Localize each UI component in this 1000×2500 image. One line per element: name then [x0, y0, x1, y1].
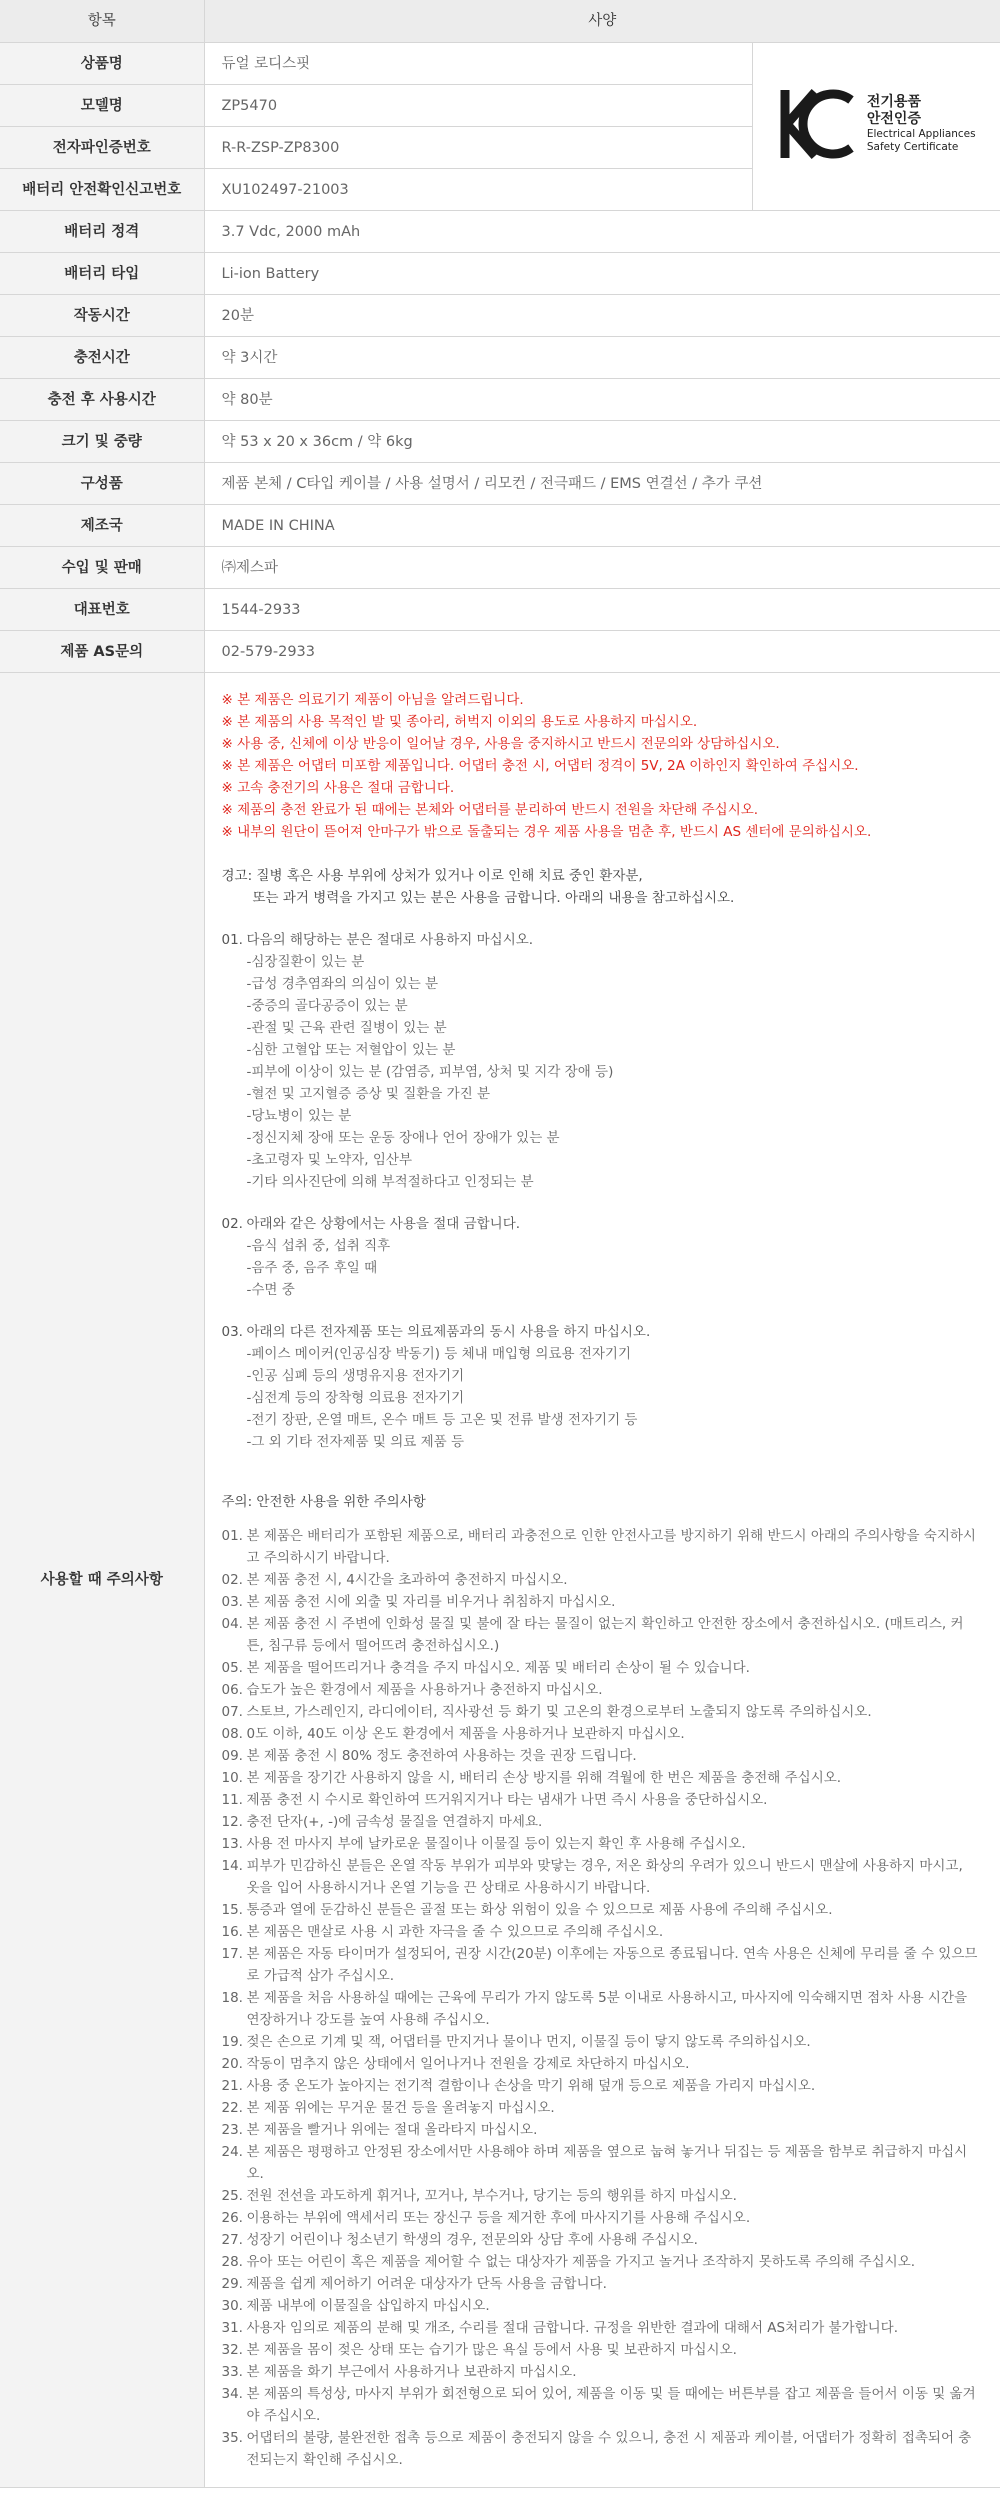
- item-text: 본 제품을 처음 사용하실 때에는 근육에 무리가 가지 않도록 5분 이내로 사용하시고, 마사지에 익숙해지면 점차 사용 시간을 연장하거나 강도를 높여 사용해 주십시오.: [246, 1990, 968, 2028]
- item-text: 본 제품을 화기 부근에서 사용하거나 보관하지 마십시오.: [246, 2364, 577, 2380]
- item-text: 본 제품을 장기간 사용하지 않을 시, 배터리 손상 방지를 위해 격월에 한 번은 제품을 충전해 주십시오.: [246, 1770, 842, 1786]
- item-text: 통증과 열에 둔감하신 분들은 골절 또는 화상 위험이 있을 수 있으므로 제품 사용에 주의해 주십시오.: [246, 1902, 833, 1918]
- row-label: 충전시간: [0, 337, 204, 379]
- row-label: 전자파인증번호: [0, 127, 204, 169]
- row-value: 제품 본체 / C타입 케이블 / 사용 설명서 / 리모컨 / 전극패드 / EMS 연결선 / 추가 쿠션: [204, 463, 1000, 505]
- table-row: [0, 631, 1000, 673]
- item-number: 05.: [221, 1660, 243, 1676]
- warning-line: 또는 과거 병력을 가지고 있는 분은 사용을 금합니다. 아래의 내용을 참고하십시오.: [252, 890, 735, 906]
- item-text: 본 제품은 평평하고 안정된 장소에서만 사용해야 하며 제품을 옆으로 눕혀 놓거나 뒤집는 등 제품을 함부로 취급하지 마십시오.: [246, 2144, 968, 2182]
- usage-notes-row: [0, 673, 1000, 2488]
- item-number: 31.: [221, 2320, 243, 2336]
- item-text: 본 제품을 몸이 젖은 상태 또는 습기가 많은 욕실 등에서 사용 및 보관하지 마십시오.: [246, 2342, 737, 2358]
- list-item: [222, 2075, 1000, 2097]
- list-item: [222, 2295, 1000, 2317]
- item-number: 15.: [221, 1902, 243, 1918]
- list-item: [222, 2251, 1000, 2273]
- item-text: 제품을 쉽게 제어하기 어려운 대상자가 단독 사용을 금합니다.: [246, 2276, 607, 2292]
- list-item: -심장질환이 있는 분: [246, 954, 365, 970]
- item-text: 본 제품 충전 시 80% 정도 충전하여 사용하는 것을 권장 드립니다.: [246, 1748, 637, 1764]
- item-text: 작동이 멈추지 않은 상태에서 일어나거나 전원을 강제로 차단하지 마십시오.: [246, 2056, 690, 2072]
- item-text: 사용 중 온도가 높아지는 전기적 결함이나 손상을 막기 위해 덮개 등으로 제품을 가리지 마십시오.: [246, 2078, 816, 2094]
- row-label: 구성품: [0, 463, 204, 505]
- row-value: ZP5470: [204, 85, 752, 127]
- list-item: -초고령자 및 노약자, 임산부: [246, 1152, 412, 1168]
- item-text: 본 제품은 배터리가 포함된 제품으로, 배터리 과충전으로 인한 안전사고를 방지하기 위해 반드시 아래의 주의사항을 숙지하시고 주의하시기 바랍니다.: [246, 1528, 976, 1566]
- item-number: 16.: [221, 1924, 243, 1940]
- list-item: [222, 1943, 1000, 1987]
- row-label: 배터리 타입: [0, 253, 204, 295]
- list-item: [222, 2053, 1000, 2075]
- item-text: 성장기 어린이나 청소년기 학생의 경우, 전문의와 상담 후에 사용해 주십시오.: [246, 2232, 698, 2248]
- item-number: 17.: [221, 1946, 243, 1962]
- row-label: 배터리 안전확인신고번호: [0, 169, 204, 211]
- item-number: 12.: [221, 1814, 243, 1830]
- table-row: [0, 547, 1000, 589]
- item-number: 35.: [221, 2430, 243, 2446]
- table-row: [0, 379, 1000, 421]
- list-item: -관절 및 근육 관련 질병이 있는 분: [246, 1020, 447, 1036]
- item-text: 젖은 손으로 기계 및 잭, 어댑터를 만지거나 물이나 먼지, 이물질 등이 닿지 않도록 주의하십시오.: [246, 2034, 811, 2050]
- table-row: [0, 295, 1000, 337]
- list-item: [222, 1701, 1000, 1723]
- list-item: [222, 1591, 1000, 1613]
- item-number: 08.: [221, 1726, 243, 1742]
- section-number: 03.: [221, 1324, 243, 1340]
- list-item: [222, 1767, 1000, 1789]
- item-number: 19.: [221, 2034, 243, 2050]
- item-number: 24.: [221, 2144, 243, 2160]
- list-item: -기타 의사진단에 의해 부적절하다고 인정되는 분: [246, 1174, 534, 1190]
- item-number: 26.: [221, 2210, 243, 2226]
- list-item: [222, 2339, 1000, 2361]
- item-text: 유아 또는 어린이 혹은 제품을 제어할 수 없는 대상자가 제품을 가지고 놀거나 조작하지 못하도록 주의해 주십시오.: [246, 2254, 916, 2270]
- kc-certification-mark: [752, 43, 1000, 211]
- table-row: [0, 253, 1000, 295]
- row-value: MADE IN CHINA: [204, 505, 1000, 547]
- caution-item: ※ 사용 중, 신체에 이상 반응이 일어날 경우, 사용을 중지하시고 반드시 전문의와 상담하십시오.: [221, 736, 780, 752]
- list-item: -그 외 기타 전자제품 및 의료 제품 등: [246, 1434, 464, 1450]
- item-number: 28.: [221, 2254, 243, 2270]
- list-item: [222, 1723, 1000, 1745]
- safety-title: 주의: 안전한 사용을 위한 주의사항: [221, 1494, 426, 1510]
- item-text: 제품 내부에 이물질을 삽입하지 마십시오.: [246, 2298, 490, 2314]
- list-item: -심한 고혈압 또는 저혈압이 있는 분: [246, 1042, 456, 1058]
- list-item: [222, 1679, 1000, 1701]
- list-item: -급성 경추염좌의 의심이 있는 분: [246, 976, 439, 992]
- list-item: [222, 1987, 1000, 2031]
- item-number: 10.: [221, 1770, 243, 1786]
- row-label: 모델명: [0, 85, 204, 127]
- table-row: [0, 421, 1000, 463]
- list-item: [222, 1745, 1000, 1767]
- list-item: -음식 섭취 중, 섭취 직후: [246, 1238, 391, 1254]
- caution-item: ※ 본 제품의 사용 목적인 발 및 종아리, 허벅지 이외의 용도로 사용하지 마십시오.: [221, 714, 698, 730]
- item-text: 본 제품 충전 시에 외출 및 자리를 비우거나 취침하지 마십시오.: [246, 1594, 616, 1610]
- list-item: [222, 2207, 1000, 2229]
- item-number: 06.: [221, 1682, 243, 1698]
- section-number: 02.: [221, 1216, 243, 1232]
- safety-list: [222, 1525, 1000, 2471]
- item-text: 어댑터의 불량, 불완전한 접촉 등으로 제품이 충전되지 않을 수 있으니, 충전 시 제품과 케이블, 어댑터가 정확히 접촉되어 충전되는지 확인해 주십시오.: [246, 2430, 972, 2468]
- row-label: 충전 후 사용시간: [0, 379, 204, 421]
- item-number: 32.: [221, 2342, 243, 2358]
- table-row: [0, 463, 1000, 505]
- item-text: 본 제품은 맨살로 사용 시 과한 자극을 줄 수 있으므로 주의해 주십시오.: [246, 1924, 664, 1940]
- section-title: 아래와 같은 상황에서는 사용을 절대 금합니다.: [246, 1216, 521, 1232]
- list-item: -중증의 골다공증이 있는 분: [246, 998, 408, 1014]
- list-item: [222, 2427, 1000, 2471]
- list-item: [222, 1899, 1000, 1921]
- table-row: [0, 337, 1000, 379]
- item-number: 09.: [221, 1748, 243, 1764]
- item-number: 01.: [221, 1528, 243, 1544]
- row-label: 제조국: [0, 505, 204, 547]
- item-number: 02.: [221, 1572, 243, 1588]
- item-number: 30.: [221, 2298, 243, 2314]
- list-item: [222, 1811, 1000, 1833]
- item-text: 이용하는 부위에 액세서리 또는 장신구 등을 제거한 후에 마사지기를 사용해 주십시오.: [246, 2210, 751, 2226]
- item-number: 14.: [221, 1858, 243, 1874]
- list-item: -심전계 등의 장착형 의료용 전자기기: [246, 1390, 465, 1406]
- row-value: 약 3시간: [204, 337, 1000, 379]
- item-number: 21.: [221, 2078, 243, 2094]
- item-text: 0도 이하, 40도 이상 온도 환경에서 제품을 사용하거나 보관하지 마십시오.: [246, 1726, 685, 1742]
- list-item: -피부에 이상이 있는 분 (감염증, 피부염, 상처 및 지각 장애 등): [246, 1064, 614, 1080]
- table-row: [0, 505, 1000, 547]
- section-number: 01.: [221, 932, 243, 948]
- restriction-section: [222, 929, 1000, 1193]
- row-value: 약 53 x 20 x 36cm / 약 6kg: [204, 421, 1000, 463]
- row-value: 약 80분: [204, 379, 1000, 421]
- row-value: 20분: [204, 295, 1000, 337]
- row-value: 02-579-2933: [204, 631, 1000, 673]
- item-number: 25.: [221, 2188, 243, 2204]
- header-item: 항목: [0, 0, 204, 43]
- item-text: 본 제품을 빨거나 위에는 절대 올라타지 마십시오.: [246, 2122, 538, 2138]
- list-item: [222, 1525, 1000, 1569]
- table-header: [0, 0, 1000, 43]
- row-value: 듀얼 로디스핏: [204, 43, 752, 85]
- row-value: 3.7 Vdc, 2000 mAh: [204, 211, 1000, 253]
- list-item: -수면 중: [246, 1282, 295, 1298]
- caution-item: ※ 제품의 충전 완료가 된 때에는 본체와 어댑터를 분리하여 반드시 전원을 차단해 주십시오.: [221, 802, 759, 818]
- item-text: 사용자 임의로 제품의 분해 및 개조, 수리를 절대 금합니다. 규정을 위반한 결과에 대해서 AS처리가 불가합니다.: [246, 2320, 899, 2336]
- list-item: -음주 중, 음주 후일 때: [246, 1260, 378, 1276]
- item-number: 04.: [221, 1616, 243, 1632]
- list-item: -정신지체 장애 또는 운동 장애나 언어 장애가 있는 분: [246, 1130, 560, 1146]
- list-item: [222, 1569, 1000, 1591]
- caution-item: ※ 내부의 원단이 뜯어져 안마구가 밖으로 돌출되는 경우 제품 사용을 멈춘 후, 반드시 AS 센터에 문의하십시오.: [221, 824, 872, 840]
- list-item: [222, 1921, 1000, 1943]
- list-item: [222, 1613, 1000, 1657]
- row-label: 제품 AS문의: [0, 631, 204, 673]
- item-text: 제품 충전 시 수시로 확인하여 뜨거워지거나 타는 냄새가 나면 즉시 사용을 중단하십시오.: [246, 1792, 768, 1808]
- item-number: 33.: [221, 2364, 243, 2380]
- list-item: [222, 2119, 1000, 2141]
- list-item: [222, 2361, 1000, 2383]
- item-number: 23.: [221, 2122, 243, 2138]
- list-item: -혈전 및 고지혈증 증상 및 질환을 가진 분: [246, 1086, 491, 1102]
- list-item: -페이스 메이커(인공심장 박동기) 등 체내 매입형 의료용 전자기기: [246, 1346, 632, 1362]
- caution-item: ※ 본 제품은 의료기기 제품이 아님을 알려드립니다.: [221, 692, 524, 708]
- list-item: [222, 1657, 1000, 1679]
- usage-notes: [204, 673, 1000, 2488]
- section-title: 다음의 해당하는 분은 절대로 사용하지 마십시오.: [246, 932, 534, 948]
- list-item: -인공 심폐 등의 생명유지용 전자기기: [246, 1368, 465, 1384]
- table-row: [0, 211, 1000, 253]
- kc-subtitle: Safety Certificate: [866, 140, 959, 153]
- list-item: [222, 2141, 1000, 2185]
- row-label: 대표번호: [0, 589, 204, 631]
- row-label: 상품명: [0, 43, 204, 85]
- row-label: 수입 및 판매: [0, 547, 204, 589]
- warning-block: [222, 865, 1000, 909]
- item-text: 본 제품 충전 시 주변에 인화성 물질 및 불에 잘 타는 물질이 없는지 확인하고 안전한 장소에서 충전하십시오. (매트리스, 커튼, 침구류 등에서 떨어뜨려 충전하십시오.): [246, 1616, 964, 1654]
- caution-item: ※ 고속 충전기의 사용은 절대 금합니다.: [221, 780, 455, 796]
- row-label: 사용할 때 주의사항: [0, 673, 204, 2488]
- list-item: -당뇨병이 있는 분: [246, 1108, 352, 1124]
- item-text: 본 제품을 떨어뜨리거나 충격을 주지 마십시오. 제품 및 배터리 손상이 될 수 있습니다.: [246, 1660, 750, 1676]
- item-text: 습도가 높은 환경에서 제품을 사용하거나 충전하지 마십시오.: [246, 1682, 603, 1698]
- item-number: 20.: [221, 2056, 243, 2072]
- row-value: Li-ion Battery: [204, 253, 1000, 295]
- row-value: 1544-2933: [204, 589, 1000, 631]
- item-text: 스토브, 가스레인지, 라디에이터, 직사광선 등 화기 및 고온의 환경으로부터 노출되지 않도록 주의하십시오.: [246, 1704, 872, 1720]
- list-item: [222, 2185, 1000, 2207]
- item-number: 27.: [221, 2232, 243, 2248]
- item-number: 22.: [221, 2100, 243, 2116]
- header-spec: 사양: [204, 0, 1000, 43]
- list-item: [222, 2031, 1000, 2053]
- item-number: 13.: [221, 1836, 243, 1852]
- row-value: R-R-ZSP-ZP8300: [204, 127, 752, 169]
- kc-logo-icon: [777, 84, 859, 164]
- row-label: 크기 및 중량: [0, 421, 204, 463]
- list-item: [222, 2097, 1000, 2119]
- row-value: ㈜제스파: [204, 547, 1000, 589]
- list-item: [222, 2273, 1000, 2295]
- table-row: [0, 43, 1000, 85]
- section-title: 아래의 다른 전자제품 또는 의료제품과의 동시 사용을 하지 마십시오.: [246, 1324, 651, 1340]
- item-text: 피부가 민감하신 분들은 온열 작동 부위가 피부와 맞닿는 경우, 저온 화상의 우려가 있으니 반드시 맨살에 사용하지 마시고, 옷을 입어 사용하시거나 온열 기능을 끈 상태로 사용하시기 바랍니다.: [246, 1858, 963, 1896]
- item-text: 충전 단자(+, -)에 금속성 물질을 연결하지 마세요.: [246, 1814, 543, 1830]
- item-text: 본 제품 위에는 무거운 물건 등을 올려놓지 마십시오.: [246, 2100, 555, 2116]
- item-number: 34.: [221, 2386, 243, 2402]
- item-text: 전원 전선을 과도하게 휘거나, 꼬거나, 부수거나, 당기는 등의 행위를 하지 마십시오.: [246, 2188, 737, 2204]
- restriction-section: [222, 1321, 1000, 1453]
- kc-subtitle: Electrical Appliances: [866, 127, 976, 140]
- item-text: 본 제품의 특성상, 마사지 부위가 회전형으로 되어 있어, 제품을 이동 및 들 때에는 버튼부를 잡고 제품을 들어서 이동 및 옮겨야 주십시오.: [246, 2386, 976, 2424]
- warning-line: 경고: 질병 혹은 사용 부위에 상처가 있거나 이로 인해 치료 중인 환자분,: [221, 868, 643, 884]
- kc-title: 전기용품: [866, 93, 921, 110]
- kc-title: 안전인증: [866, 110, 921, 127]
- item-number: 03.: [221, 1594, 243, 1610]
- item-number: 18.: [221, 1990, 243, 2006]
- item-number: 29.: [221, 2276, 243, 2292]
- table-row: [0, 589, 1000, 631]
- list-item: [222, 2317, 1000, 2339]
- list-item: [222, 1789, 1000, 1811]
- item-text: 본 제품은 자동 타이머가 설정되어, 권장 시간(20분) 이후에는 자동으로 종료됩니다. 연속 사용은 신체에 무리를 줄 수 있으므로 가급적 삼가 주십시오.: [246, 1946, 978, 1984]
- list-item: -전기 장판, 온열 매트, 온수 매트 등 고온 및 전류 발생 전자기기 등: [246, 1412, 638, 1428]
- item-number: 11.: [221, 1792, 243, 1808]
- item-text: 사용 전 마사지 부에 날카로운 물질이나 이물질 등이 있는지 확인 후 사용해 주십시오.: [246, 1836, 746, 1852]
- restriction-section: [222, 1213, 1000, 1301]
- list-item: [222, 2383, 1000, 2427]
- row-label: 배터리 정격: [0, 211, 204, 253]
- caution-list: [222, 689, 1000, 843]
- caution-item: ※ 본 제품은 어댑터 미포함 제품입니다. 어댑터 충전 시, 어댑터 정격이 5V, 2A 이하인지 확인하여 주십시오.: [221, 758, 859, 774]
- row-label: 작동시간: [0, 295, 204, 337]
- item-text: 본 제품 충전 시, 4시간을 초과하여 충전하지 마십시오.: [246, 1572, 568, 1588]
- row-value: XU102497-21003: [204, 169, 752, 211]
- item-number: 07.: [221, 1704, 243, 1720]
- list-item: [222, 1833, 1000, 1855]
- list-item: [222, 2229, 1000, 2251]
- list-item: [222, 1855, 1000, 1899]
